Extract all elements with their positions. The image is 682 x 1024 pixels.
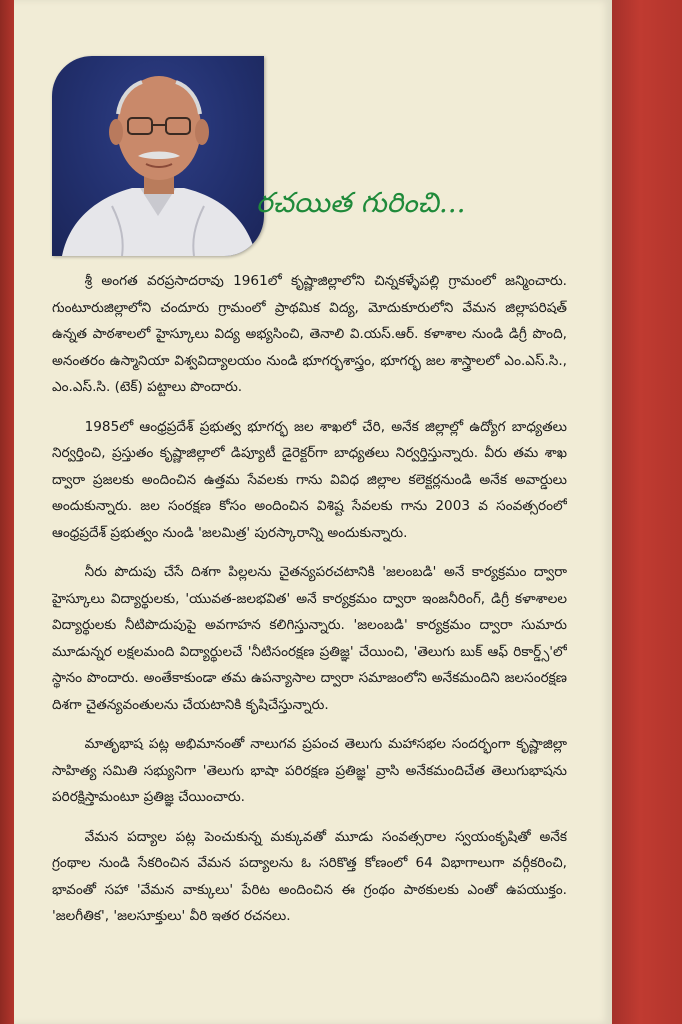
bio-paragraph-4: మాతృభాష పట్ల అభిమానంతో నాలుగవ ప్రపంచ తెలుగు మహాసభల సందర్భంగా కృష్ణాజిల్లా సాహిత్య సమితి సభ్యునిగా 'తెలుగు భాషా పరిరక్షణ ప్రతిజ్ఞ' వ్రాసి అనేకమందిచేత తెలుగుభాషను పరిరక్షిస్తామంటూ ప్రతిజ్ఞ చేయించారు. <box>52 736 567 805</box>
bio-paragraph-2: 1985లో ఆంధ్రప్రదేశ్ ప్రభుత్వ భూగర్భ జల శాఖలో చేరి, అనేక జిల్లాల్లో ఉద్యోగ బాధ్యతలు నిర్వర్తించి, ప్రస్తుతం కృష్ణాజిల్లాలో డిప్యూటీ డైరెక్టర్‌గా బాధ్యతలు నిర్వర్తిస్తున్నారు. వీరు తమ శాఖ ద్వారా ప్రజలకు అందించిన ఉత్తమ సేవలకు గాను వివిధ జిల్లాల కలెక్టర్లనుండి అనేక అవార్డులు అందుకున్నారు. జల సంరక్షణ కోసం అందించిన విశిష్ట సేవలకు గాను 2003 వ సంవత్సరంలో ఆంధ్రప్రదేశ్ ప్రభుత్వం నుండి 'జలమిత్ర' పురస్కారాన్ని అందుకున్నారు. <box>52 418 567 541</box>
bio-paragraph-5: వేమన పద్యాల పట్ల పెంచుకున్న మక్కువతో మూడు సంవత్సరాల స్వయంకృషితో అనేక గ్రంథాల నుండి సేకరించిన వేమన పద్యాలను ఓ సరికొత్త కోణంలో 64 విభాగాలుగా వర్గీకరించి, భావంతో సహా 'వేమన వాక్కులు' పేరిట అందించిన ఈ గ్రంథం పాఠకులకు ఎంతో ఉపయుక్తం. 'జలగీతిక', 'జలసూక్తులు' వీరి ఇతర రచనలు. <box>52 828 567 924</box>
author-portrait-icon <box>52 56 264 256</box>
author-photo <box>52 56 264 256</box>
cover-edge-left <box>0 0 14 1024</box>
section-title: రచయిత గురించి... <box>256 186 466 219</box>
cover-spine-right <box>612 0 682 1024</box>
bio-paragraph-1: శ్రీ అంగత వరప్రసాదరావు 1961లో కృష్ణాజిల్లాలోని చిన్నకళ్ళేపల్లి గ్రామంలో జన్మించారు. గుంటూరుజిల్లాలోని చందూరు గ్రామంలో ప్రాథమిక విద్య, మోదుకూరులోని వేమన జిల్లాపరిషత్ ఉన్నత పాఠశాలలో హైస్కూలు విద్య అభ్యసించి, తెనాలి వి.యస్.ఆర్. కళాశాల నుండి డిగ్రీ పొంది, అనంతరం ఉస్మానియా విశ్వవిద్యాలయం నుండి భూగర్భశాస్త్రం, భూగర్భ జల శాస్త్రాలలో ఎం.ఎస్.సి., ఎం.ఎస్.సి. (టెక్) పట్టాలు పొందారు. <box>52 273 567 395</box>
author-bio <box>52 268 567 988</box>
bio-paragraph-3: నీరు పొదుపు చేసే దిశగా పిల్లలను చైతన్యపరచటానికి 'జలంబడి' అనే కార్యక్రమం ద్వారా హైస్కూలు విద్యార్థులకు, 'యువత-జలభవిత' అనే కార్యక్రమం ద్వారా ఇంజనీరింగ్, డిగ్రీ కళాశాలల విద్యార్థులకు నీటిపొదుపుపై అవగాహన కలిగిస్తున్నారు. 'జలంబడి' కార్యక్రమం ద్వారా సుమారు మూడున్నర లక్షలమంది విద్యార్థులచే 'నీటిసంరక్షణ ప్రతిజ్ఞ' చేయించి, 'తెలుగు బుక్ ఆఫ్ రికార్డ్స్'లో స్థానం పొందారు. అంతేకాకుండా తమ ఉపన్యాసాల ద్వారా సమాజంలోని అనేకమందిని జలసంరక్షణ దిశగా చైతన్యవంతులను చేయటానికి కృషిచేస్తున్నారు. <box>52 564 567 713</box>
